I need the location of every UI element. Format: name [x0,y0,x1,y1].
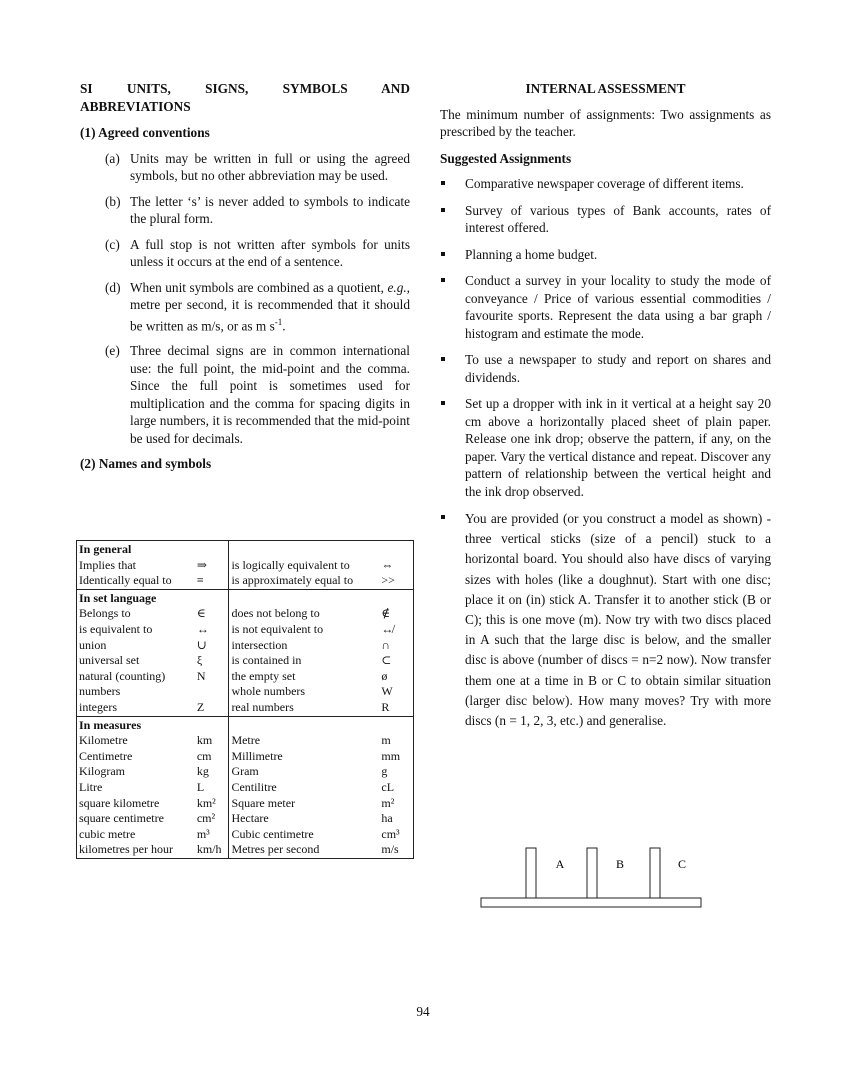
term-name: Belongs to [79,606,131,621]
term-symbol: >> [381,573,395,588]
assignments-list [440,175,771,731]
horizontal-board [481,898,701,907]
term-name: is approximately equal to [229,573,379,589]
section-heading: In general [79,542,132,556]
term-name: Implies that [79,557,136,572]
term-symbol [195,684,229,700]
assignment-item: Survey of various types of Bank accounts, rates of interest offered. [440,202,771,237]
term-name: universal set [79,653,140,668]
term-symbol: L [196,779,205,794]
term-symbol: ⇔ [381,557,394,572]
term-symbol: km² [196,795,216,810]
table-row [77,684,414,700]
sticks-board-diagram [480,846,704,910]
term-name: Hectare [229,811,379,827]
term-name: is logically equivalent to [229,558,379,574]
convention-item: (b) The letter ‘s’ is never added to symbols to indicate the plural form. [105,193,410,226]
term-name: Identically equal to [79,573,172,588]
term-symbol: W [381,684,393,699]
table-row [77,796,414,812]
term-symbol: kg [196,764,209,779]
term-name: is equivalent to [79,621,153,636]
assignment-item: Planning a home budget. [440,246,771,264]
term-symbol: km [196,733,213,748]
term-symbol: cm² [196,811,216,826]
assignment-item: You are provided (or you construct a model as shown) - three vertical sticks (size of a pencil) stuck to a horizontal board. You should also have discs of varying sizes with holes (like a doughnut). Start with one disc; place it on (in) stick A. Transfer it to another stick (B or C); this is one move (m). Now try with two discs placed in A such that the large disc is below, and the smaller disc is above (number of discs = n=2 now). Now transfer them one at a time in B or C to obtain similar situation (larger disc below). How many moves? Try with more discs (n = 1, 2, 3, etc.) and generalise. [440,509,771,731]
table-section-header [77,541,414,558]
page-number: 94 [416,1004,430,1019]
term-name: Kilogram [79,764,125,779]
table-row [77,811,414,827]
term-name: Square meter [229,796,379,812]
suggested-assignments-heading: Suggested Assignments [440,150,572,166]
term-symbol: m³ [196,826,210,841]
term-symbol: mm [381,748,401,763]
table-row [77,842,414,858]
term-name: square kilometre [79,795,160,810]
term-name: Centimetre [79,748,133,763]
convention-item: (c) A full stop is not written after symbols for units unless it occurs at the end of a sentence. [105,236,410,269]
term-name: whole numbers [229,684,379,700]
term-symbol: ∩ [381,637,391,652]
conventions-list [80,150,410,448]
label-a: A [555,857,565,871]
convention-item: (d) When unit symbols are combined as a quotient, e.g., metre per second, it is recommended that it should be written as m/s, or as m $s^{-1}$. [105,279,410,333]
term-name: Metre [229,733,379,749]
term-name: union [79,637,107,652]
term-name: square centimetre [79,811,164,826]
table-row [77,700,414,716]
internal-assessment-title: INTERNAL ASSESSMENT [525,81,686,96]
term-symbol: ↔ [196,621,209,636]
table-row [77,573,414,589]
label-c: C [677,857,687,871]
term-name: is contained in [229,653,379,669]
table-row [77,669,414,685]
term-symbol: ⊂ [381,653,392,668]
table-row [77,749,414,765]
term-name: is not equivalent to [229,622,379,638]
term-name: integers [79,699,117,714]
term-symbol: cm³ [381,826,400,841]
term-name: kilometres per hour [79,842,173,857]
section-heading: In measures [77,716,229,733]
term-symbol: R [381,699,390,714]
term-name: real numbers [229,700,379,716]
term-name: intersection [229,638,379,654]
term-name: does not belong to [229,606,379,622]
assignment-item: Set up a dropper with ink in it vertical at a height say 20 cm above a horizontally placed sheet of plain paper. Release one ink drop; observe the pattern, if any, on the paper. Vary the vertical distance and repeat. Discover any pattern of relationship between the vertical height and the ink drop observed. [440,395,771,500]
assignment-item: Conduct a survey in your locality to study the mode of conveyance / Price of various essential commodities / favourite sports. Represent the data using a bar graph / histogram and estimate the mode. [440,272,771,342]
table-row [77,780,414,796]
term-symbol: Z [196,699,205,714]
assessment-intro: The minimum number of assignments: Two assignments as prescribed by the teacher. [440,106,771,139]
term-symbol: m/s [381,842,399,857]
table-row [77,558,414,574]
term-symbol: cm [196,748,212,763]
term-symbol: ha [381,811,393,826]
term-symbol: m [381,733,391,748]
table-section-header [77,589,414,606]
si-units-title: SI UNITS, SIGNS, SYMBOLS AND ABBREVIATIONS [80,81,410,114]
stick-b [587,848,597,898]
table-row [77,764,414,780]
right-column [440,80,771,740]
agreed-conventions-heading: (1) Agreed conventions [80,125,210,140]
table-row [77,733,414,749]
term-name: cubic metre [79,826,136,841]
symbols-table [76,540,414,859]
term-symbol: km/h [196,842,222,857]
term-name: Cubic centimetre [229,827,379,843]
term-name: Centilitre [229,780,379,796]
convention-item: (a) Units may be written in full or using the agreed symbols, but no other abbreviation may be used. [105,150,410,183]
left-column [80,80,410,473]
term-symbol: ξ [196,653,203,668]
term-name: Kilometre [79,733,128,748]
term-name: Litre [79,779,103,794]
table-row [77,606,414,622]
term-symbol: ↮ [381,621,394,636]
term-symbol: ∪ [196,637,207,652]
table-section-header [77,716,414,733]
term-symbol: ⇒ [196,557,207,572]
assignment-item: To use a newspaper to study and report on shares and dividends. [440,351,771,386]
term-symbol: m² [381,795,395,810]
term-name: numbers [79,684,121,699]
term-name: Metres per second [229,842,379,858]
term-symbol: cL [381,779,395,794]
convention-item: (e) Three decimal signs are in common international use: the full point, the mid-point and the comma. Since the full point is sometimes used for multiplication and the comma for spacing digits in large numbers, it is recommended that the mid-point be used for decimals. [105,343,410,446]
term-symbol: ≡ [196,573,204,588]
table-row [77,827,414,843]
section-heading: In set language [77,589,229,606]
table-row [77,622,414,638]
term-symbol: ø [381,668,388,683]
term-name: the empty set [229,669,379,685]
table-row [77,653,414,669]
term-symbol: ∉ [381,606,391,621]
assignment-item: Comparative newspaper coverage of different items. [440,175,771,193]
stick-c [650,848,660,898]
table-row [77,638,414,654]
term-symbol: ∈ [196,606,206,621]
term-name: natural (counting) [79,668,166,683]
term-symbol: g [381,764,388,779]
term-name: Millimetre [229,749,379,765]
label-b: B [615,857,625,871]
term-name: Gram [229,764,379,780]
stick-a [526,848,536,898]
names-symbols-heading: (2) Names and symbols [80,456,212,472]
term-symbol: N [196,668,206,683]
